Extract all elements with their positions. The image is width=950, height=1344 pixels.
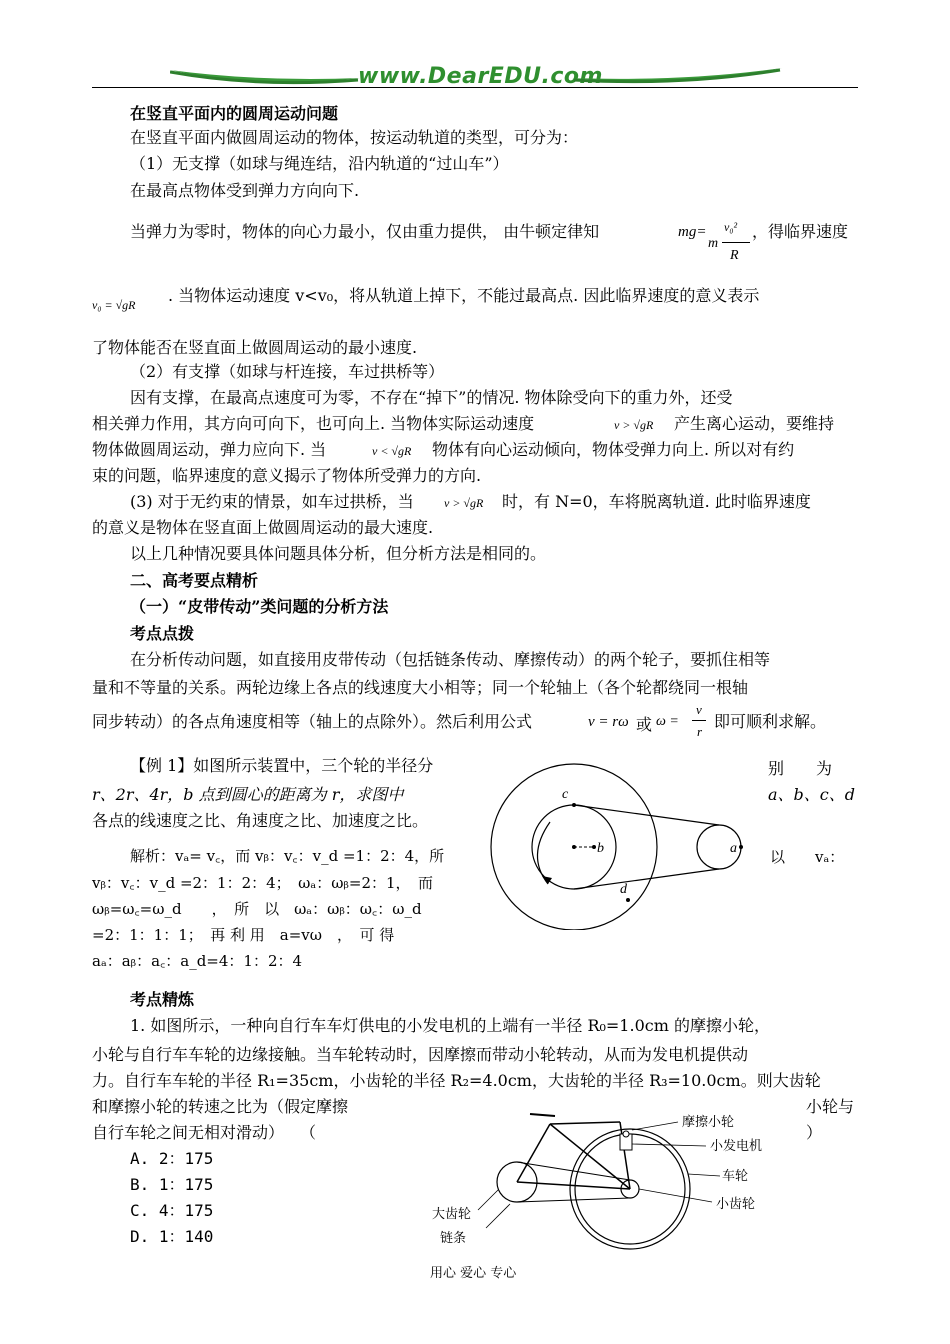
case2-formula2: v < √gR	[372, 444, 412, 458]
case3-line1b: 时，有 N=0，车将脱离轨道. 此时临界速度	[502, 492, 811, 511]
bicycle-diagram	[430, 1104, 790, 1254]
sol-line5: aₐ：aᵦ：a꜀：a_d=4：1：2：4	[92, 952, 303, 970]
case1-line4: 了物体能否在竖直面上做圆周运动的最小速度.	[92, 338, 418, 357]
kd-formula2-den: r	[697, 724, 703, 739]
label-generator: 小发电机	[710, 1139, 763, 1154]
footer-text: 用心 爱心 专心	[430, 1266, 517, 1281]
q1-line3: 力。自行车车轮的半径 R₁=35cm，小齿轮的半径 R₂=4.0cm，大齿轮的半径 R₃=10.0cm。则大齿轮	[92, 1071, 821, 1090]
kd-line3b: 即可顺利求解。	[714, 712, 827, 731]
section-title: 在竖直平面内的圆周运动问题	[130, 104, 339, 123]
ex1-line1: 【例 1】如图所示装置中，三个轮的半径分	[130, 756, 434, 775]
kd-fraction-bar	[692, 720, 706, 721]
formula-v0-critical: v₀ = √gR	[92, 298, 136, 312]
sol-line1: 解析：vₐ= v꜀，而 vᵦ：v꜀：v_d =1：2：4，所	[130, 847, 445, 865]
sol-line4: =2：1：1：1； 再 利 用 a=vω ， 可 得	[92, 926, 395, 944]
case1-line1: 在最高点物体受到弹力方向向下.	[130, 181, 360, 200]
q1-line2: 小轮与自行车车轮的边缘接触。当车轮转动时，因摩擦而带动小轮转动，从而为发电机提供动	[92, 1045, 749, 1064]
point-d-label: d	[620, 882, 627, 897]
q1-line4: 和摩擦小轮的转速之比为（假定摩擦	[92, 1097, 349, 1116]
case2-line2b: 产生离心运动，要维持	[674, 414, 835, 433]
formula-R: R	[730, 248, 739, 263]
case1-line2a: 当弹力为零时，物体的向心力最小，仅由重力提供， 由牛顿定律知	[130, 222, 600, 241]
kj-title: 考点精炼	[130, 990, 195, 1009]
point-a-label: a	[730, 841, 737, 856]
case1-line3: . 当物体运动速度 v<v₀，将从轨道上掉下，不能过最高点. 因此临界速度的意义表示	[168, 286, 760, 305]
label-chain: 链条	[440, 1231, 467, 1246]
kd-line3a: 同步转动）的各点角速度相等（轴上的点除外）。然后利用公式	[92, 712, 533, 731]
ex1-line2-right: a、b、c、d	[768, 785, 855, 804]
case3-line2: 的意义是物体在竖直面上做圆周运动的最大速度.	[92, 518, 434, 537]
header-rule	[92, 87, 858, 88]
part2-title: 二、高考要点精析	[130, 571, 259, 590]
ex1-line1-right: 别 为	[768, 759, 833, 778]
q1-line5: 自行车轮之间无相对滑动） （	[92, 1123, 317, 1142]
option-b[interactable]: B. 1：175	[130, 1175, 214, 1194]
intro-text: 在竖直平面内做圆周运动的物体，按运动轨道的类型，可分为：	[130, 128, 579, 147]
case2-line1: 因有支撑，在最高点速度可为零，不存在“掉下”的情况. 物体除受向下的重力外，还受	[130, 388, 733, 407]
option-d[interactable]: D. 1：140	[130, 1227, 214, 1246]
kd-or: 或	[636, 715, 653, 734]
point-c-label: c	[562, 787, 569, 802]
case2-line3a: 物体做圆周运动，弹力应向下. 当	[92, 440, 327, 459]
label-small-gear: 小齿轮	[716, 1197, 756, 1212]
case2-line2a: 相关弹力作用，其方向可向下，也可向上. 当物体实际运动速度	[92, 414, 535, 433]
header-swoosh-left	[170, 62, 360, 88]
kd-line1: 在分析传动问题，如直接用皮带传动（包括链条传动、摩擦传动）的两个轮子，要抓住相等	[130, 650, 771, 669]
q1-line1: 1. 如图所示，一种向自行车车灯供电的小发电机的上端有一半径 R₀=1.0cm 的摩擦小轮，	[130, 1016, 770, 1035]
label-friction-wheel: 摩擦小轮	[682, 1115, 735, 1130]
header-swoosh-right	[572, 62, 782, 88]
case1-line2b: ，得临界速度	[752, 222, 849, 241]
formula-mg: mg=	[678, 224, 707, 240]
sol-line3: ωᵦ=ω꜀=ω_d ， 所 以 ωₐ：ωᵦ：ω꜀：ω_d	[92, 900, 422, 918]
ex1-line2: r、2r、4r，b 点到圆心的距离为 r，求图中	[92, 785, 404, 804]
case2-line4: 束的问题，临界速度的意义揭示了物体所受弹力的方向.	[92, 466, 482, 485]
option-a[interactable]: A. 2：175	[130, 1149, 214, 1168]
fraction-bar	[722, 242, 750, 243]
option-c[interactable]: C. 4：175	[130, 1201, 214, 1220]
formula-m: m	[708, 236, 719, 251]
q1-line4-right: 小轮与	[806, 1097, 855, 1116]
sol-line1-right: 以 vₐ：	[770, 848, 845, 866]
point-b-label: b	[597, 841, 604, 856]
case1-title: （1）无支撑（如球与绳连结，沿内轨道的“过山车”）	[130, 154, 509, 173]
summary-text: 以上几种情况要具体问题具体分析，但分析方法是相同的。	[130, 544, 547, 563]
kd-title: 考点点拨	[130, 624, 195, 643]
sub1-title: （一）“皮带传动”类问题的分析方法	[130, 597, 389, 616]
case2-line3b: 物体有向心运动倾向，物体受弹力向上. 所以对有约	[432, 440, 795, 459]
case3-line1a: (3) 对于无约束的情景，如车过拱桥，当	[130, 492, 414, 511]
sol-line2: vᵦ：v꜀：v_d =2：1：2：4； ωₐ：ωᵦ=2：1， 而	[92, 874, 434, 892]
q1-line5-right: ）	[806, 1123, 823, 1142]
kd-formula1: v = rω	[588, 714, 629, 730]
case2-title: （2）有支撑（如球与杆连接，车过拱桥等）	[130, 362, 445, 381]
label-big-gear: 大齿轮	[432, 1207, 472, 1222]
kd-formula2-num: v	[696, 702, 702, 717]
formula-v0sq: v₀²	[724, 220, 738, 234]
wheel-diagram	[490, 760, 760, 930]
case3-formula: v > √gR	[444, 496, 484, 510]
kd-line2: 量和不等量的关系。两轮边缘上各点的线速度大小相等；同一个轮轴上（各个轮都绕同一根轴	[92, 678, 749, 697]
ex1-line3: 各点的线速度之比、角速度之比、加速度之比。	[92, 811, 429, 830]
kd-formula2-lhs: ω =	[656, 714, 679, 729]
label-wheel: 车轮	[722, 1169, 749, 1184]
case2-formula1: v > √gR	[614, 418, 654, 432]
site-logo[interactable]: www.DearEDU.com	[358, 64, 603, 89]
